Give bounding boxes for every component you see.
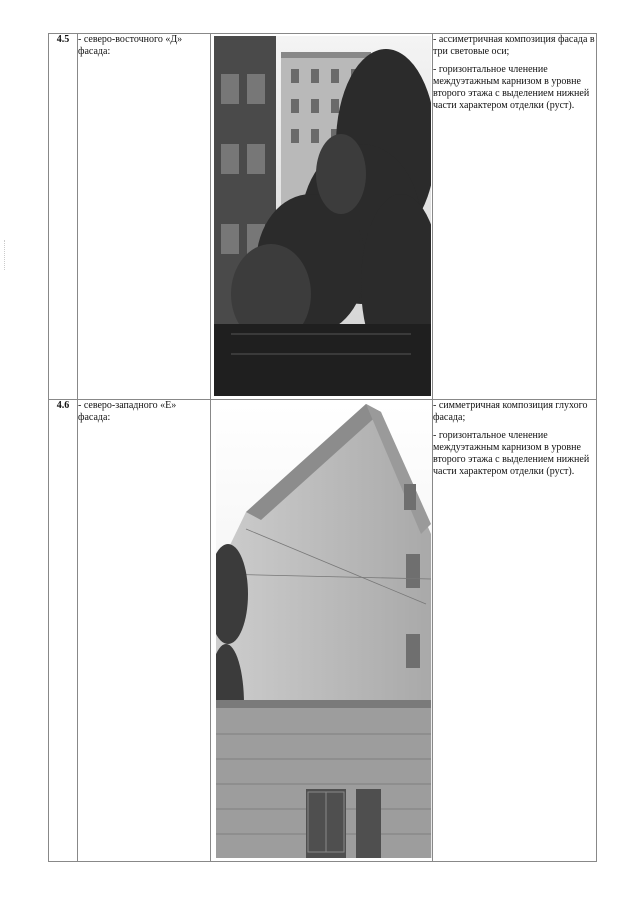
scan-margin-mark: [4, 240, 11, 270]
row-number: 4.5: [49, 34, 78, 400]
facade-description: [433, 34, 597, 400]
description-line: - горизонтальное членение междуэтажным карнизом в уровне второго этажа с выделением нижней части характером отделки (руст).: [433, 64, 590, 111]
table-row: [49, 400, 597, 862]
facade-name: - северо-западного «Е» фасада:: [78, 400, 211, 862]
facade-photo-cell: [211, 400, 433, 862]
row-number: 4.6: [49, 400, 78, 862]
description-line: - симметричная композиция глухого фасада;: [433, 400, 588, 423]
facade-table: [48, 33, 597, 862]
building-photo-icon: [211, 34, 431, 396]
facade-photo-cell: [211, 34, 433, 400]
description-line: - ассиметричная композиция фасада в три световые оси;: [433, 34, 595, 57]
building-photo-icon: [216, 404, 432, 858]
description-line: - горизонтальное членение междуэтажным карнизом в уровне второго этажа с выделением нижней части характером отделки (руст).: [433, 430, 590, 477]
table-row: [49, 34, 597, 400]
facade-description: [433, 400, 597, 862]
facade-name: - северо-восточного «Д» фасада:: [78, 34, 211, 400]
